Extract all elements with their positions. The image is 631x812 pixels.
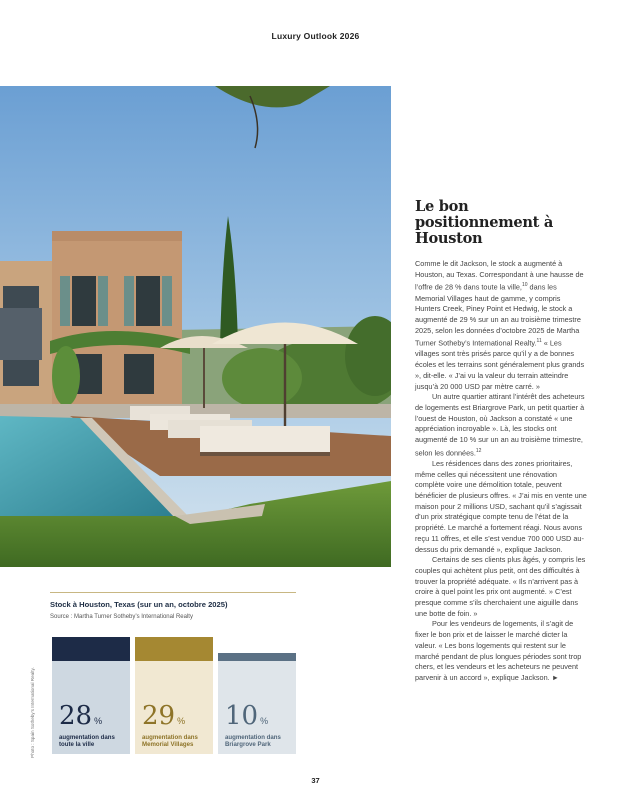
stats-infographic (50, 592, 296, 620)
footnote-ref: 12 (475, 447, 482, 454)
villa-pool-photo (0, 86, 391, 567)
stat-accent-bar (135, 637, 213, 661)
stat-label: augmentation dans Briargrove Park (225, 734, 281, 749)
stat-value: 10 % (225, 701, 269, 731)
stat-card-citywide (52, 637, 130, 754)
running-title: Luxury Outlook 2026 (271, 31, 360, 41)
stat-value: 29 % (142, 701, 186, 731)
footnote-ref: 10 (521, 282, 528, 289)
paragraph: Un autre quartier attirant l’intérêt des acheteurs de logements est Briargrove Park, un petit quartier à l’ouest de Houston, où Jackson a constaté « une appréciation incroyable ». Là, les stocks ont augmenté de 10 % sur un an au troisième trimestre, selon les données.$^{12}$ (415, 392, 585, 458)
stat-card-memorial-villages (135, 637, 213, 754)
page-number: 37 (311, 776, 320, 785)
stat-label: augmentation dans Memorial Villages (142, 734, 198, 749)
infographic-title: Stock à Houston, Texas (sur un an, octobre 2025) (50, 600, 228, 609)
infographic-source: Source : Martha Turner Sotheby’s International Realty (50, 614, 193, 620)
stat-label: augmentation dans toute la ville (59, 734, 115, 749)
stat-accent-bar (218, 653, 296, 661)
stat-value: 28 % (59, 701, 103, 731)
footnote-ref: 11 (536, 338, 542, 345)
paragraph: Certains de ses clients plus âgés, y compris les couples qui achètent plus petit, ont des difficultés à trouver la propriété adéquate. « Ils n’arrivent pas à croire à quel point les prix ont augmenté. » C’est presque comme s’ils cherchaient une aiguille dans une botte de foin. » (415, 555, 586, 618)
article-body (415, 259, 587, 684)
article-column (415, 199, 587, 684)
photo-credit: Photo : Spain Sotheby’s International Realty. (30, 667, 35, 758)
paragraph: Pour les vendeurs de logements, il s’agit de fixer le bon prix et de laisser le marché dicter la valeur. « Les bons logements qui restent sur le marché pendant de plus longues périodes sont trop chers, et les vendeurs et les acheteurs ne peuvent parvenir à un accord », explique Jackson. ► (415, 619, 582, 682)
paragraph: Les résidences dans des zones prioritaires, même celles qui nécessitent une rénovation complète voire une démolition totale, peuvent bénéficier de plusieurs offres. « J’ai mis en vente une maison pour 2 millions USD, sachant qu’il s’agissait d’un prix stratégique compte tenu de l’état de la propriété. Le marché a fortement réagi. Nous avons reçu 11 offres, et elle s’est vendue 700 000 USD au-dessus du prix demandé », explique Jackson. (415, 458, 587, 554)
paragraph: Comme le dit Jackson, le stock a augmenté à Houston, au Texas. Correspondant à une hausse de l’offre de 28 % dans toute la ville,$^{10}$ dans les Memorial Villages haut de gamme, y compris Hunters Creek, Piney Point et Hedwig, le stock a augmenté de 29 % sur un an au troisième trimestre 2025, selon les données d’octobre 2025 de Martha Turner Sotheby’s International Realty.$^{11}$ « Les villages sont très prisés parce qu’il y a de bonnes écoles et les terrains sont généralement plus grands », dit-elle. « J’ai vu la valeur du terrain atteindre jusqu’à 20 000 USD par mètre carré. » (415, 259, 585, 391)
divider (50, 592, 296, 593)
article-heading: Le bon positionnement à Houston (415, 198, 554, 247)
stat-card-briargrove-park (218, 653, 296, 754)
stat-accent-bar (52, 637, 130, 661)
